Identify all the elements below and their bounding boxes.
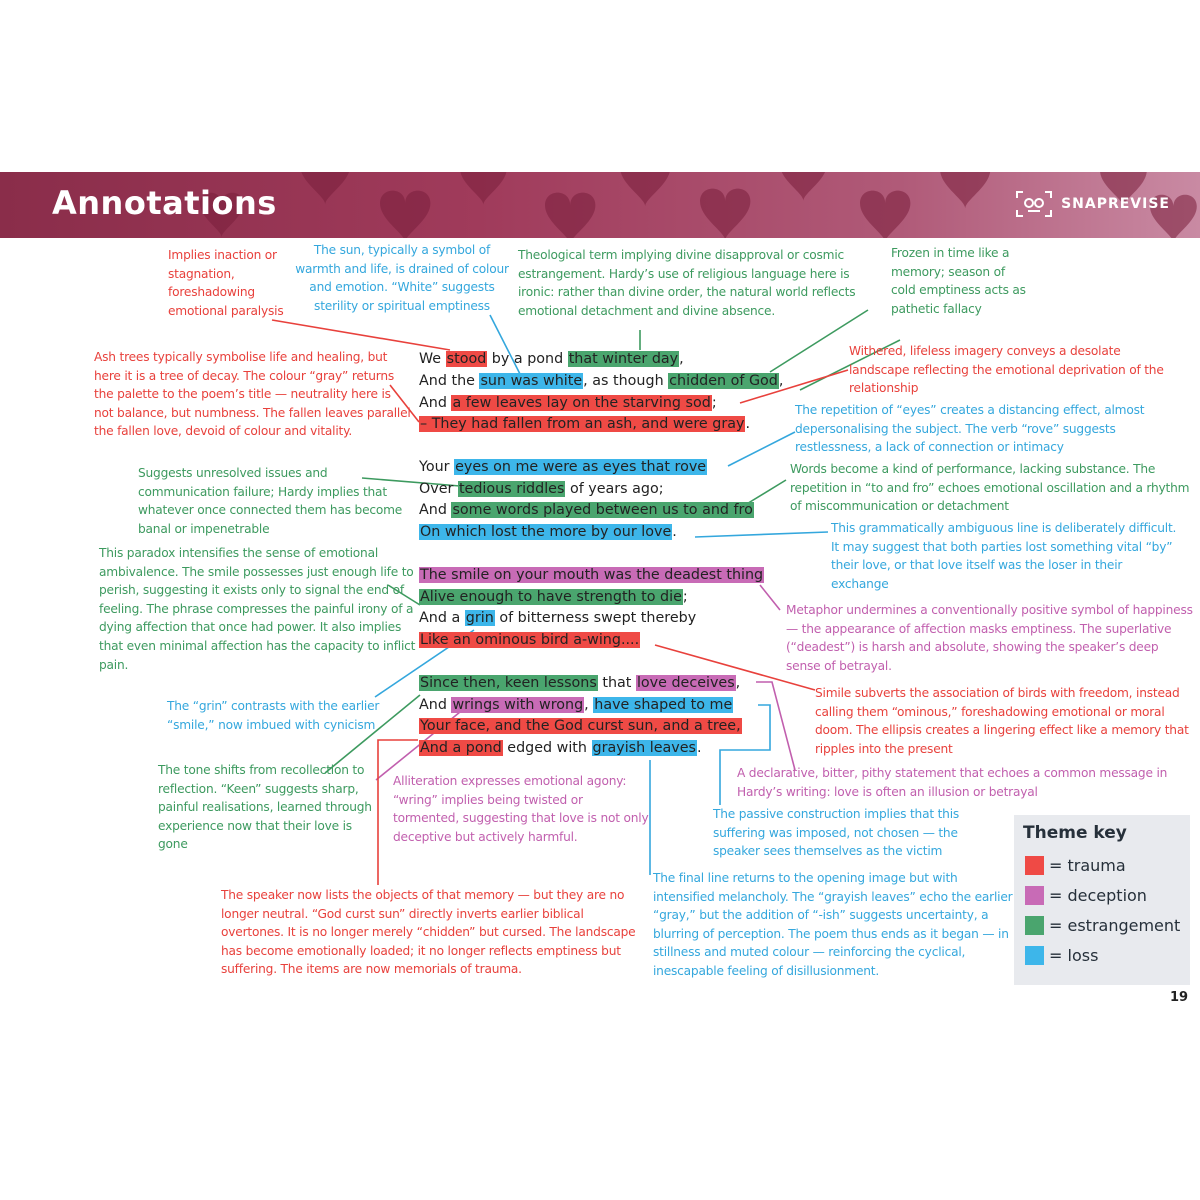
annotation-grayish-leaves: The final line returns to the opening image but with intensified melancholy. The “grayish leaves” echo the earlier “gray,” but the addition of “-ish” suggests uncertainty, a blurring of perception. The poem thus ends as it began — in stillness and muted colour — reinforcing the cyclical, inescapable feeling of disillusionment. — [653, 871, 1013, 978]
poem-line-7 — [419, 500, 754, 521]
poem-line-12 — [419, 630, 640, 651]
highlight-loss: have shaped to me — [594, 697, 733, 713]
poem-text: Over — [419, 481, 458, 497]
annotation-god-curst: The speaker now lists the objects of that memory — but they are no longer neutral. “God curst sun” directly inverts earlier biblical overtones. It is no longer merely “chidden” but cursed. The landscape has become emotionally loaded; it no longer reflects emptiness but suffering. The items are now memorials of trauma. — [221, 888, 636, 977]
connector-n7 — [728, 432, 795, 466]
poem-text: And — [419, 697, 452, 713]
highlight-trauma: Like an ominous bird a-wing.... — [420, 632, 640, 648]
poem-text: ; — [682, 589, 688, 605]
poem-line-2 — [419, 371, 783, 392]
poem-line-11 — [419, 608, 696, 629]
brand-name: SNAPREVISE — [1061, 196, 1170, 212]
page-title: Annotations — [52, 184, 277, 222]
annotation-smile: Metaphor undermines a conventionally positive symbol of happiness — the appearance of affection masks emptiness. The superlative (“deadest”) is harsh and absolute, showing the speaker’s deep sense of betrayal. — [786, 603, 1193, 673]
annotation-love-deceives: A declarative, bitter, pithy statement that echoes a common message in Hardy’s writing: love is often an illusion or betrayal — [737, 766, 1168, 799]
highlight-estrangement: that winter day — [568, 351, 679, 367]
theme-key-deception — [1025, 886, 1147, 905]
poem-line-10 — [419, 587, 688, 608]
poem-text: edged with — [502, 740, 592, 756]
poem-text: ; — [711, 395, 717, 411]
poem-line-5 — [419, 457, 707, 478]
poem-text: And — [419, 395, 452, 411]
annotation-winter-day: Frozen in time like a memory; season of cold emptiness acts as pathetic fallacy — [891, 246, 1026, 316]
annotation-ominous-bird: Simile subverts the association of birds with freedom, instead calling them “ominous,” foreshadowing emotional or moral doom. The ellipsis creates a lingering effect like a memory that ripples into the present — [815, 686, 1189, 756]
poem-line-16 — [419, 738, 702, 759]
poem-text: And the — [419, 373, 480, 389]
loss-swatch-icon — [1025, 946, 1044, 965]
poem-text: of bitterness swept thereby — [494, 610, 697, 626]
connector-n10 — [695, 532, 828, 537]
poem-line-14 — [419, 695, 733, 716]
theme-key-title: Theme key — [1023, 823, 1127, 843]
poem-line-8 — [419, 522, 677, 543]
annotation-ash: Ash trees typically symbolise life and healing, but here it is a tree of decay. The colour “gray” returns the palette to the poem’s title — neutrality here is not balance, but numbness. The fallen leaves parallel the fallen love, devoid of colour and vitality. — [94, 350, 411, 439]
highlight-trauma: stood — [446, 351, 487, 367]
deception-swatch-icon — [1025, 886, 1044, 905]
poem-text: . — [696, 740, 702, 756]
poem-text: We — [419, 351, 446, 367]
poem-line-4 — [419, 414, 750, 435]
poem-text: And — [419, 502, 452, 518]
highlight-deception: wrings with wrong — [452, 697, 584, 713]
poem-text: Your — [419, 459, 455, 475]
poem-line-1 — [419, 349, 684, 370]
poem-text: . — [745, 416, 750, 432]
connector-n1 — [272, 320, 450, 350]
poem-line-15 — [419, 716, 742, 737]
highlight-trauma: a few leaves lay on the starving sod — [452, 395, 711, 411]
trauma-swatch-icon — [1025, 856, 1044, 875]
annotation-wrings: Alliteration expresses emotional agony: “wring” implies being twisted or tormented, suggesting that love is not only deceptive but actively harmful. — [393, 774, 649, 844]
theme-key-loss — [1025, 946, 1098, 965]
theme-key-label: = estrangement — [1049, 916, 1181, 935]
poem-text: , — [778, 373, 784, 389]
poem-line-9 — [419, 565, 764, 586]
theme-key — [1014, 815, 1190, 985]
annotation-grin: The “grin” contrasts with the earlier “smile,” now imbued with cynicism — [167, 699, 380, 732]
highlight-estrangement: Alive enough to have strength to die — [420, 589, 682, 605]
annotation-chidden: Theological term implying divine disapproval or cosmic estrangement. Hardy’s use of religious language here is ironic: rather than divine order, the natural world reflects emotional detachment and divine absence. — [518, 248, 856, 318]
annotation-tedious-riddles: Suggests unresolved issues and communication failure; Hardy implies that whatever once connected them has become banal or impenetrable — [138, 466, 403, 536]
connector-n17 — [756, 682, 795, 770]
highlight-estrangement: tedious riddles — [458, 481, 565, 497]
theme-key-trauma — [1025, 856, 1126, 875]
highlight-estrangement: some words played between us to and fro — [452, 502, 753, 518]
theme-key-label: = trauma — [1049, 856, 1126, 875]
annotation-keen-lessons: The tone shifts from recollection to reflection. “Keen” suggests sharp, painful realisations, learned through experience now that their love is gone — [158, 763, 372, 852]
poem-text: And a — [419, 610, 465, 626]
annotation-to-and-fro: Words become a kind of performance, lacking substance. The repetition in “to and fro” echoes emotional oscillation and a rhythm of miscommunication or detachment — [790, 462, 1190, 514]
poem-line-6 — [419, 479, 664, 500]
poem-text: . — [672, 524, 677, 540]
highlight-trauma: And a pond — [420, 740, 502, 756]
highlight-deception: love deceives — [636, 675, 735, 691]
highlight-loss: eyes on me were as eyes that rove — [455, 459, 707, 475]
connector-n12 — [760, 585, 780, 610]
annotation-paradox: This paradox intensifies the sense of emotional ambivalence. The smile possesses just enough life to perish, suggesting it exists only to signal the end of feeling. The phrase compresses the painful irony of a dying affection that once had power. It also implies that even minimal affection has the capacity to inflict pain. — [99, 546, 416, 672]
annotation-sun-white: The sun, typically a symbol of warmth and life, is drained of colour and emotion. “White” suggests sterility or spiritual emptiness — [295, 243, 509, 313]
highlight-loss: grin — [465, 610, 494, 626]
poem-text: , — [584, 697, 594, 713]
poem-text: by a pond — [487, 351, 568, 367]
poem-line-13 — [419, 673, 740, 694]
poem-text: , — [735, 675, 741, 691]
annotation-stood: Implies inaction or stagnation, foreshadowing emotional paralysis — [168, 248, 284, 318]
page-number: 19 — [1170, 990, 1189, 1005]
highlight-loss: On which lost the more by our love — [420, 524, 672, 540]
estrangement-swatch-icon — [1025, 916, 1044, 935]
poem-text: , — [679, 351, 684, 367]
poem-line-3 — [419, 393, 717, 414]
highlight-estrangement: chidden of God — [669, 373, 778, 389]
annotation-starving-sod: Withered, lifeless imagery conveys a desolate landscape reflecting the emotional deprivation of the relationship — [849, 344, 1164, 396]
poem-text: , as though — [583, 373, 669, 389]
highlight-estrangement: Since then, keen lessons — [420, 675, 597, 691]
theme-key-estrangement — [1025, 916, 1180, 935]
theme-key-label: = deception — [1049, 886, 1147, 905]
poem-text: that — [597, 675, 636, 691]
highlight-deception: The smile on your mouth was the deadest thing — [420, 567, 764, 583]
highlight-loss: sun was white — [480, 373, 583, 389]
highlight-trauma: – They had fallen from an ash, and were gray — [420, 416, 745, 432]
annotation-shaped: The passive construction implies that this suffering was imposed, not chosen — the speaker sees themselves as the victim — [713, 807, 960, 859]
highlight-loss: grayish leaves — [592, 740, 696, 756]
annotation-eyes: The repetition of “eyes” creates a distancing effect, almost depersonalising the subject. The verb “rove” suggests restlessness, a lack of connection or intimacy — [795, 403, 1145, 455]
poem-text: of years ago; — [565, 481, 664, 497]
theme-key-label: = loss — [1049, 946, 1099, 965]
annotation-lost-more: This grammatically ambiguous line is deliberately difficult. It may suggest that both parties lost something vital “by” their love, or that love itself was the loser in their exchange — [831, 521, 1177, 591]
highlight-trauma: Your face, and the God curst sun, and a tree, — [420, 718, 741, 734]
